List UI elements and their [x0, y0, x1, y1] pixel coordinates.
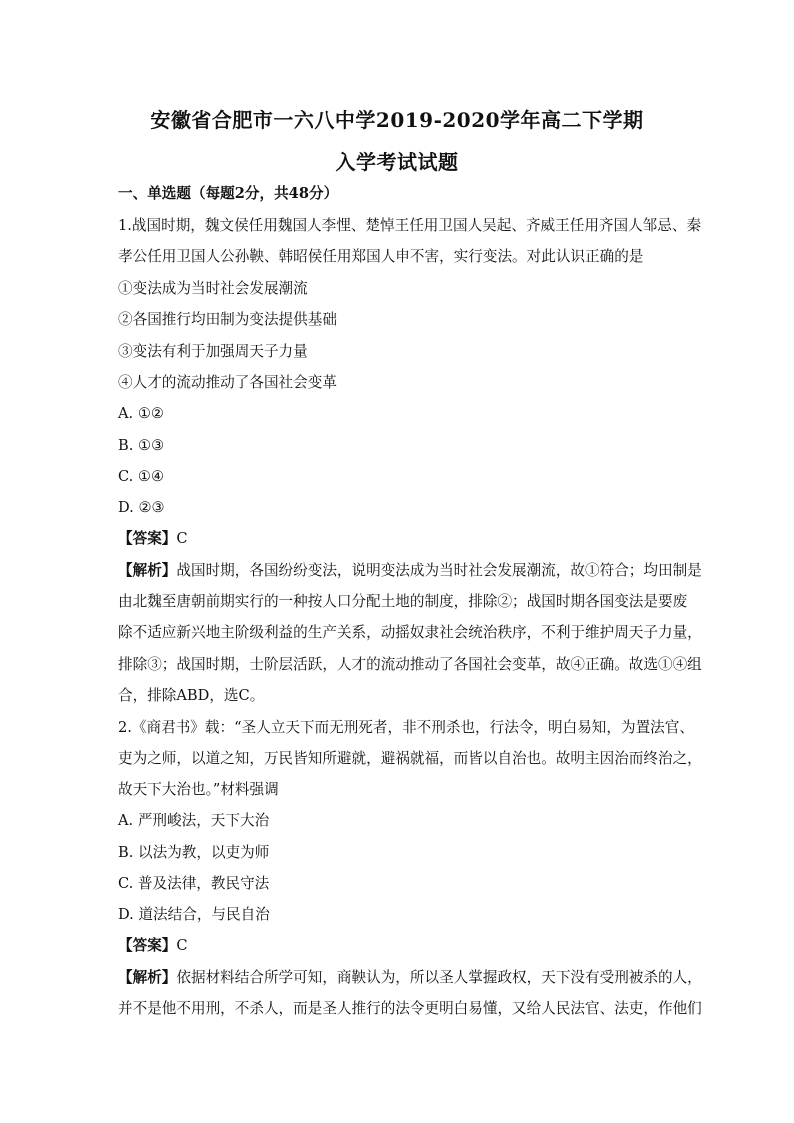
analysis-label: 【解析】 — [118, 562, 177, 579]
document-title: 安徽省合肥市一六八中学2019-2020学年高二下学期 — [150, 108, 644, 132]
q2-analysis-line — [118, 968, 702, 988]
q1-analysis-line: 由北魏至唐朝前期实行的一种按人口分配土地的制度，排除②；战国时期各国变法是要废 — [118, 593, 688, 610]
q1-statement: ①变法成为当时社会发展潮流 — [118, 280, 308, 297]
analysis-text: 战国时期，各国纷纷变法，说明变法成为当时社会发展潮流，故①符合；均田制是 — [176, 562, 702, 579]
q1-option-b: B. ①③ — [118, 437, 165, 454]
q2-analysis-line: 并不是他不用刑，不杀人，而是圣人推行的法令更明白易懂，又给人民法官、法吏，作他们 — [118, 1000, 702, 1017]
q2-answer — [118, 936, 678, 956]
q1-stem-line: 孝公任用卫国人公孙鞅、韩昭侯任用郑国人申不害，实行变法。对此认识正确的是 — [118, 248, 644, 265]
analysis-text: 依据材料结合所学可知，商鞅认为，所以圣人掌握政权，天下没有受刑被杀的人， — [176, 969, 702, 986]
q2-stem-line: 故天下大治也。”材料强调 — [118, 781, 279, 798]
q2-option-d: D. 道法结合，与民自治 — [118, 906, 270, 923]
answer-value: C — [176, 937, 188, 954]
q2-option-a: A. 严刑峻法，天下大治 — [118, 812, 270, 829]
answer-label: 【答案】 — [118, 530, 177, 547]
q2-stem-line: 2.《商君书》载：“圣人立天下而无刑死者，非不刑杀也，行法令，明白易知，为置法官、 — [118, 719, 694, 736]
q1-analysis-line: 除不适应新兴地主阶级利益的生产关系，动摇奴隶社会统治秩序，不利于维护周天子力量， — [118, 624, 702, 641]
q1-option-d: D. ②③ — [118, 499, 165, 516]
q1-option-c: C. ①④ — [118, 468, 165, 485]
q1-option-a: A. ①② — [118, 405, 164, 422]
q1-statement: ②各国推行均田制为变法提供基础 — [118, 311, 337, 328]
answer-value: C — [176, 530, 188, 547]
q1-analysis-line — [118, 561, 702, 581]
q1-statement: ④人才的流动推动了各国社会变革 — [118, 374, 337, 391]
q2-option-b: B. 以法为教，以吏为师 — [118, 844, 270, 861]
document-subtitle: 入学考试试题 — [335, 150, 459, 174]
q1-analysis-line: 合，排除ABD，选C。 — [118, 687, 265, 704]
q1-stem-line: 1.战国时期，魏文侯任用魏国人李悝、楚悼王任用卫国人吴起、齐威王任用齐国人邹忌、秦 — [118, 217, 702, 234]
q1-answer — [118, 529, 678, 549]
section-heading: 一、单选题（每题2分，共48分） — [118, 185, 339, 202]
q2-option-c: C. 普及法律，教民守法 — [118, 875, 270, 892]
analysis-label: 【解析】 — [118, 969, 177, 986]
q1-analysis-line: 排除③；战国时期，士阶层活跃，人才的流动推动了各国社会变革，故④正确。故选①④组 — [118, 656, 702, 673]
answer-label: 【答案】 — [118, 937, 177, 954]
q2-stem-line: 吏为之师，以道之知，万民皆知所避就，避祸就福，而皆以自治也。故明主因治而终治之， — [118, 750, 702, 767]
q1-statement: ③变法有利于加强周天子力量 — [118, 343, 308, 360]
